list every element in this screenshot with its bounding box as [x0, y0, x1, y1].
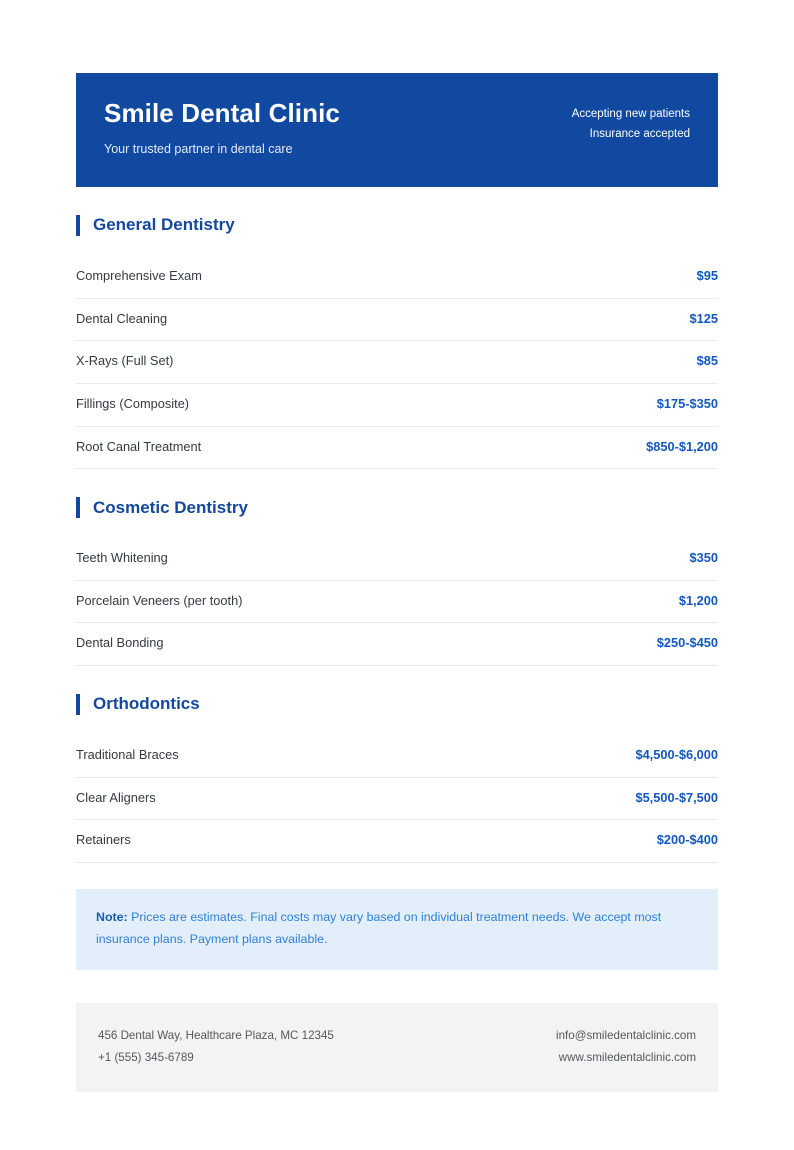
- service-list: [76, 735, 718, 863]
- section-heading: [76, 215, 718, 236]
- footer-contact-left: [98, 1025, 334, 1068]
- section-heading: [76, 694, 718, 715]
- service-row: [76, 538, 718, 581]
- service-row: [76, 820, 718, 863]
- service-name: Teeth Whitening: [76, 550, 168, 566]
- footer-phone: +1 (555) 345-6789: [98, 1050, 194, 1064]
- service-name: Comprehensive Exam: [76, 268, 202, 284]
- service-name: Porcelain Veneers (per tooth): [76, 592, 243, 608]
- service-price: $250-$450: [656, 635, 718, 651]
- badge-accepting-new-patients: Accepting new patients: [571, 108, 690, 120]
- footer-address: 456 Dental Way, Healthcare Plaza, MC 12345: [98, 1029, 334, 1043]
- clinic-header-left: [104, 99, 340, 157]
- badge-insurance-accepted: Insurance accepted: [589, 127, 690, 140]
- service-name: Fillings (Composite): [76, 395, 190, 411]
- service-row: [76, 778, 718, 821]
- service-price: $350: [689, 550, 718, 566]
- service-list: [76, 538, 718, 666]
- clinic-name: Smile Dental Clinic: [104, 98, 340, 128]
- service-price: $1,200: [678, 592, 718, 608]
- section-title: Orthodontics: [93, 694, 200, 714]
- footer-website: www.smiledentalclinic.com: [558, 1050, 696, 1064]
- clinic-tagline: Your trusted partner in dental care: [104, 142, 293, 157]
- footer-contact-right: [556, 1025, 696, 1068]
- service-price: $125: [689, 310, 718, 326]
- service-row: [76, 735, 718, 778]
- service-list: [76, 256, 718, 469]
- service-row: [76, 384, 718, 427]
- service-row: [76, 299, 718, 342]
- note-box: [76, 889, 718, 970]
- service-price: $5,500-$7,500: [635, 789, 718, 805]
- section-general-dentistry: [76, 215, 718, 469]
- clinic-header-badges: [572, 99, 690, 145]
- service-name: X-Rays (Full Set): [76, 353, 174, 369]
- service-price: $850-$1,200: [646, 438, 718, 454]
- service-name: Dental Cleaning: [76, 310, 168, 326]
- service-price: $4,500-$6,000: [635, 747, 718, 763]
- note-text: [96, 907, 698, 950]
- service-name: Root Canal Treatment: [76, 438, 202, 454]
- service-name: Retainers: [76, 832, 131, 848]
- section-accent-bar: [76, 694, 80, 715]
- service-row: [76, 427, 718, 470]
- service-name: Dental Bonding: [76, 635, 164, 651]
- section-cosmetic-dentistry: [76, 497, 718, 666]
- note-label: Note:: [96, 909, 128, 924]
- section-orthodontics: [76, 694, 718, 863]
- service-row: [76, 581, 718, 624]
- clinic-footer: [76, 1003, 718, 1092]
- section-title: General Dentistry: [93, 215, 235, 235]
- clinic-header: [76, 73, 718, 187]
- section-accent-bar: [76, 497, 80, 518]
- footer-email: info@smiledentalclinic.com: [556, 1029, 696, 1043]
- service-row: [76, 256, 718, 299]
- service-price: $200-$400: [656, 832, 718, 848]
- note-body: Prices are estimates. Final costs may vary based on individual treatment needs. We accept most insurance plans. Payment plans available.: [96, 909, 662, 946]
- section-title: Cosmetic Dentistry: [93, 497, 248, 517]
- service-row: [76, 341, 718, 384]
- service-price: $175-$350: [656, 395, 718, 411]
- service-price: $85: [696, 353, 718, 369]
- section-heading: [76, 497, 718, 518]
- service-name: Traditional Braces: [76, 747, 179, 763]
- service-price: $95: [696, 268, 718, 284]
- section-accent-bar: [76, 215, 80, 236]
- service-name: Clear Aligners: [76, 789, 156, 805]
- service-row: [76, 623, 718, 666]
